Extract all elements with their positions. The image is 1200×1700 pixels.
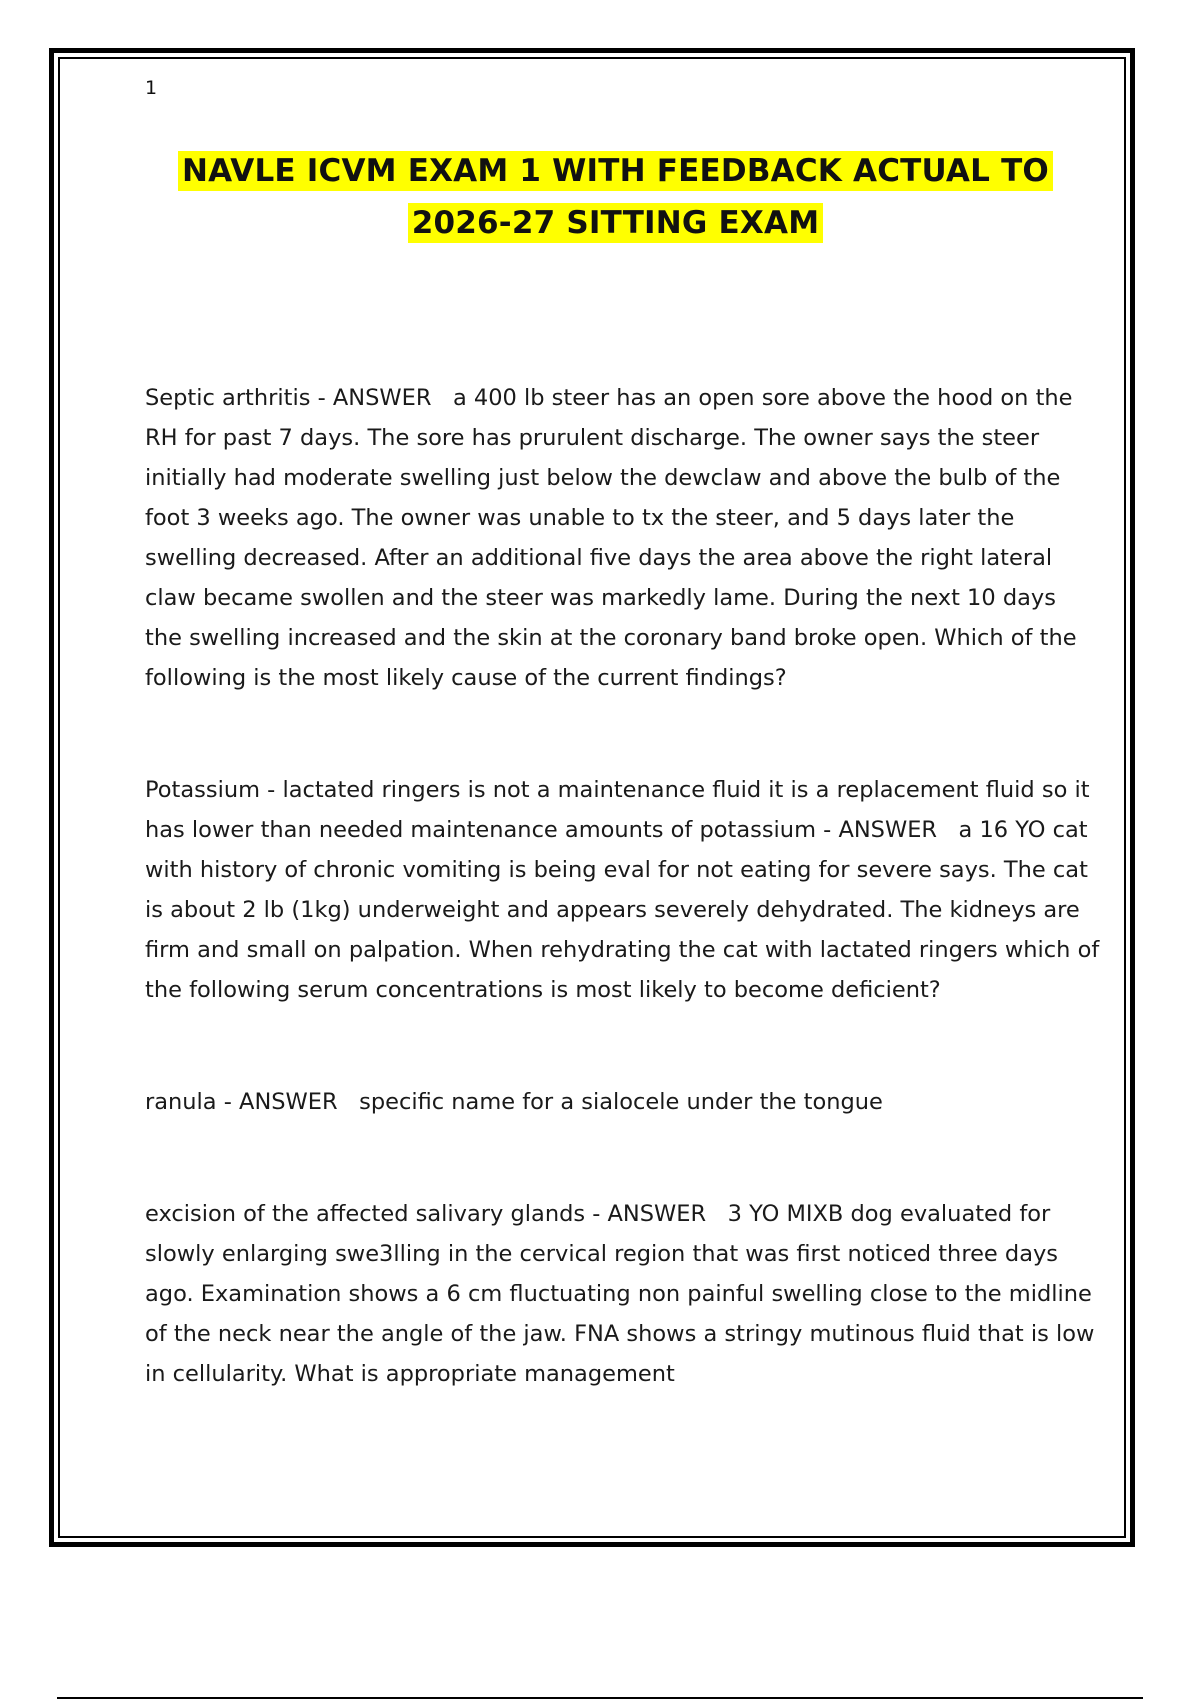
footer-rule [57,1697,1143,1699]
qa-entry: Septic arthritis - ANSWER a 400 lb steer has an open sore above the hood on the RH for past 7 days. The sore has prurulent discharge. The owner says the steer initially had moderate swelling just below the dewclaw and above the bulb of the foot 3 weeks ago. The owner was unable to tx the steer, and 5 days later the swelling decreased. After an additional five days the area above the right lateral claw became swollen and the steer was markedly lame. During the next 10 days the swelling increased and the skin at the coronary band broke open. Which of the following is the most likely cause of the current findings? [145,385,1077,691]
page-number: 1 [145,77,158,99]
qa-answer: Potassium - lactated ringers is not a maintenance fluid it is a replacement fluid so it has lower than needed maintenance amounts of potassium [145,777,1090,843]
qa-question: specific name for a sialocele under the tongue [359,1089,883,1115]
qa-answer-label: ANSWER [332,385,432,411]
qa-answer-label: ANSWER [239,1089,338,1115]
qa-entry: ranula - ANSWER specific name for a sialocele under the tongue [145,1089,883,1115]
title-line-1: NAVLE ICVM EXAM 1 WITH FEEDBACK ACTUAL TO [178,151,1053,191]
qa-answer-label: ANSWER [607,1201,707,1227]
qa-question: 3 YO MIXB dog evaluated for slowly enlarging swe3lling in the cervical region that was first noticed three days ago. Examination shows a 6 cm fluctuating non painful swelling close to the midline of the neck near the angle of the jaw. FNA shows a stringy mutinous fluid that is low in cellularity. What is appropriate management [145,1201,1095,1387]
qa-question: a 400 lb steer has an open sore above the hood on the RH for past 7 days. The sore has prurulent discharge. The owner says the steer initially had moderate swelling just below the dewclaw and above the bulb of the foot 3 weeks ago. The owner was unable to tx the steer, and 5 days later the swelling decreased. After an additional five days the area above the right lateral claw became swollen and the steer was markedly lame. During the next 10 days the swelling increased and the skin at the coronary band broke open. Which of the following is the most likely cause of the current findings? [145,385,1077,691]
qa-entry: Potassium - lactated ringers is not a maintenance fluid it is a replacement fluid so it has lower than needed maintenance amounts of potassium - ANSWER a 16 YO cat with history of chronic vomiting is being eval for not eating for severe says. The cat is about 2 lb (1kg) underweight and appears severely dehydrated. The kidneys are firm and small on palpation. When rehydrating the cat with lactated ringers which of the following serum concentrations is most likely to become deficient? [145,777,1100,1003]
qa-question: a 16 YO cat with history of chronic vomiting is being eval for not eating for severe says. The cat is about 2 lb (1kg) underweight and appears severely dehydrated. The kidneys are firm and small on palpation. When rehydrating the cat with lactated ringers which of the following serum concentrations is most likely to become deficient? [145,817,1100,1003]
qa-answer: Septic arthritis [145,385,311,411]
document-title [120,145,1111,249]
title-line-2: 2026-27 SITTING EXAM [408,203,824,243]
qa-entry: excision of the affected salivary glands - ANSWER 3 YO MIXB dog evaluated for slowly enlarging swe3lling in the cervical region that was first noticed three days ago. Examination shows a 6 cm fluctuating non painful swelling close to the midline of the neck near the angle of the jaw. FNA shows a stringy mutinous fluid that is low in cellularity. What is appropriate management [145,1201,1095,1387]
qa-answer-label: ANSWER [838,817,938,843]
qa-list [145,378,1100,1466]
qa-answer: ranula [145,1089,217,1115]
qa-answer: excision of the affected salivary glands [145,1201,586,1227]
